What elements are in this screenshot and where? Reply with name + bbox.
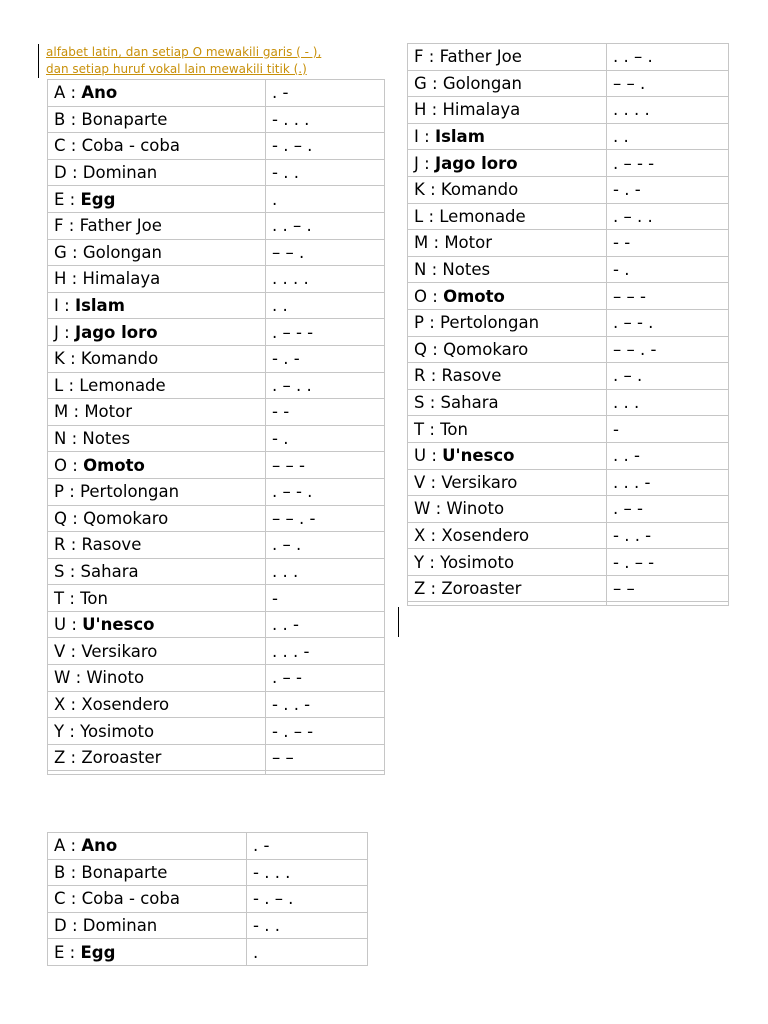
letter: Y <box>414 552 425 572</box>
table-row <box>408 97 729 124</box>
letter: K <box>414 180 425 200</box>
letter: K <box>54 349 65 369</box>
letter: D <box>54 916 67 936</box>
morse-code-cell: - <box>607 416 729 443</box>
mnemonic-word: Himalaya <box>82 269 161 289</box>
mnemonic-word: Motor <box>84 402 132 422</box>
letter-word-cell: L : Lemonade <box>48 372 266 399</box>
letter-word-cell: N : Notes <box>408 256 607 283</box>
morse-code-cell: . – - . <box>607 309 729 336</box>
table-row-empty <box>48 771 385 775</box>
table-row <box>408 549 729 576</box>
table-row <box>48 744 385 771</box>
letter-word-cell: Y : Yosimoto <box>48 718 266 745</box>
morse-table-left <box>47 79 385 775</box>
mnemonic-word: Komando <box>440 180 519 200</box>
table-row <box>48 399 385 426</box>
morse-code-cell: - . . <box>247 912 368 939</box>
mnemonic-word: Komando <box>80 349 159 369</box>
letter: O <box>414 286 427 306</box>
table-row-empty <box>408 602 729 606</box>
morse-code-cell: - - <box>266 399 385 426</box>
letter-word-cell: B : Bonaparte <box>48 106 266 133</box>
table-row <box>48 425 385 452</box>
mnemonic-word: Sahara <box>80 561 139 581</box>
table-row <box>48 159 385 186</box>
letter: G <box>54 242 67 262</box>
letter: Y <box>54 721 65 741</box>
letter-word-cell: Q : Qomokaro <box>48 505 266 532</box>
morse-code-cell: - . . . <box>247 859 368 886</box>
table-row <box>48 452 385 479</box>
letter: I <box>54 296 59 316</box>
morse-table-right-body <box>408 44 729 606</box>
letter: V <box>414 472 426 492</box>
table-row <box>48 912 368 939</box>
empty-cell <box>408 602 607 606</box>
letter: Z <box>414 579 426 599</box>
table-row <box>48 239 385 266</box>
table-row <box>48 638 385 665</box>
morse-code-cell: . - <box>266 80 385 107</box>
table-row <box>48 106 385 133</box>
mnemonic-word: Bonaparte <box>81 109 168 129</box>
mnemonic-word: Bonaparte <box>81 862 168 882</box>
letter: Z <box>54 748 66 768</box>
letter: X <box>54 694 66 714</box>
mnemonic-word: Pertolongan <box>80 482 180 502</box>
morse-code-cell: – – . <box>266 239 385 266</box>
letter-word-cell: H : Himalaya <box>48 266 266 293</box>
mnemonic-word: Winoto <box>86 668 145 688</box>
letter: F <box>414 47 424 67</box>
letter-word-cell: F : Father Joe <box>48 212 266 239</box>
morse-code-cell: . . . <box>607 389 729 416</box>
table-row <box>48 133 385 160</box>
letter-word-cell: M : Motor <box>408 230 607 257</box>
table-row <box>408 442 729 469</box>
letter: F <box>54 216 64 236</box>
morse-code-cell: . – . <box>607 363 729 390</box>
letter: H <box>414 100 427 120</box>
morse-code-cell: . – - - <box>266 319 385 346</box>
header-note-line-1: alfabet latin, dan setiap O mewakili garis ( - ), <box>46 45 322 59</box>
morse-code-cell: . . – . <box>607 44 729 71</box>
table-row <box>408 575 729 602</box>
letter: W <box>54 668 71 688</box>
table-row <box>408 522 729 549</box>
table-row <box>48 939 368 966</box>
letter: B <box>54 109 66 129</box>
letter: T <box>54 588 65 608</box>
table-row <box>408 44 729 71</box>
morse-code-cell: - . – - <box>607 549 729 576</box>
letter-word-cell: D : Dominan <box>48 159 266 186</box>
mnemonic-word: Father Joe <box>439 47 522 67</box>
letter-word-cell: Y : Yosimoto <box>408 549 607 576</box>
table-row <box>408 150 729 177</box>
morse-code-cell: - . - <box>607 176 729 203</box>
table-row <box>408 416 729 443</box>
letter: J <box>54 322 59 342</box>
letter: S <box>414 393 425 413</box>
morse-code-cell: – – - <box>607 283 729 310</box>
morse-code-cell: . . - <box>607 442 729 469</box>
letter-word-cell: R : Rasove <box>408 363 607 390</box>
morse-code-cell: . . <box>266 292 385 319</box>
table-row <box>48 886 368 913</box>
letter: M <box>54 402 69 422</box>
mnemonic-word-bold: Omoto <box>443 286 505 306</box>
letter: A <box>54 83 66 103</box>
letter: B <box>54 862 66 882</box>
morse-code-cell: . – . . <box>266 372 385 399</box>
mnemonic-word: Golongan <box>82 242 162 262</box>
mnemonic-word: Motor <box>444 233 492 253</box>
letter-word-cell: J : Jago loro <box>48 319 266 346</box>
morse-code-cell: . . – . <box>266 212 385 239</box>
morse-code-cell: - . – . <box>247 886 368 913</box>
table-row <box>408 203 729 230</box>
letter: N <box>414 260 427 280</box>
letter-word-cell: Q : Qomokaro <box>408 336 607 363</box>
mnemonic-word-bold: Ano <box>81 83 118 103</box>
table-row <box>48 859 368 886</box>
table-row <box>408 283 729 310</box>
header-note <box>46 44 376 78</box>
letter-word-cell: F : Father Joe <box>408 44 607 71</box>
table-row <box>48 212 385 239</box>
morse-code-cell: - . <box>266 425 385 452</box>
mnemonic-word: Himalaya <box>442 100 521 120</box>
table-row <box>48 532 385 559</box>
mnemonic-word-bold: Omoto <box>83 455 145 475</box>
letter: H <box>54 269 67 289</box>
mnemonic-word: Dominan <box>82 916 158 936</box>
morse-code-cell: – – <box>607 575 729 602</box>
table-row <box>408 123 729 150</box>
table-row <box>48 833 368 860</box>
letter-word-cell: O : Omoto <box>48 452 266 479</box>
table-row <box>408 309 729 336</box>
mnemonic-word: Yosimoto <box>440 552 515 572</box>
letter: P <box>414 313 424 333</box>
mnemonic-word-bold: Egg <box>80 942 116 962</box>
morse-code-cell: – – . <box>607 70 729 97</box>
mnemonic-word: Pertolongan <box>440 313 540 333</box>
letter-word-cell: I : Islam <box>48 292 266 319</box>
letter-word-cell: N : Notes <box>48 425 266 452</box>
letter-word-cell: A : Ano <box>48 80 266 107</box>
mnemonic-word: Rasove <box>441 366 502 386</box>
letter-word-cell: X : Xosendero <box>408 522 607 549</box>
text-cursor-left <box>38 44 39 78</box>
letter: G <box>414 73 427 93</box>
mnemonic-word: Coba - coba <box>81 136 180 156</box>
morse-code-cell: . – - <box>607 496 729 523</box>
letter: L <box>414 206 424 226</box>
mnemonic-word: Versikaro <box>81 641 158 661</box>
table-row <box>408 389 729 416</box>
morse-code-cell: . – - <box>266 665 385 692</box>
morse-code-cell: - . . <box>266 159 385 186</box>
letter: Q <box>414 339 427 359</box>
morse-code-cell: . – . <box>266 532 385 559</box>
mnemonic-word: Ton <box>440 419 468 439</box>
morse-table-left-body <box>48 80 385 775</box>
mnemonic-word-bold: Egg <box>80 189 116 209</box>
morse-code-cell: . . - <box>266 611 385 638</box>
mnemonic-word: Xosendero <box>81 694 170 714</box>
table-row <box>48 665 385 692</box>
letter: M <box>414 233 429 253</box>
mnemonic-word: Yosimoto <box>80 721 155 741</box>
letter-word-cell: J : Jago loro <box>408 150 607 177</box>
mnemonic-word: Zoroaster <box>441 579 522 599</box>
morse-table-bottom-body <box>48 833 368 966</box>
table-row <box>408 256 729 283</box>
letter: C <box>54 136 66 156</box>
morse-table-bottom <box>47 832 368 966</box>
table-row <box>408 469 729 496</box>
table-row <box>48 611 385 638</box>
empty-cell <box>607 602 729 606</box>
morse-code-cell: . - <box>247 833 368 860</box>
letter-word-cell: S : Sahara <box>48 558 266 585</box>
mnemonic-word: Sahara <box>440 393 499 413</box>
morse-code-cell: . <box>266 186 385 213</box>
morse-table-right <box>407 43 729 606</box>
mnemonic-word-bold: Jago loro <box>74 322 158 342</box>
table-row <box>408 363 729 390</box>
letter-word-cell: G : Golongan <box>48 239 266 266</box>
letter-word-cell: E : Egg <box>48 186 266 213</box>
mnemonic-word: Rasove <box>81 535 142 555</box>
table-row <box>48 585 385 612</box>
mnemonic-word: Winoto <box>446 499 505 519</box>
letter-word-cell: Z : Zoroaster <box>408 575 607 602</box>
letter-word-cell: G : Golongan <box>408 70 607 97</box>
mnemonic-word: Golongan <box>442 73 522 93</box>
letter-word-cell: C : Coba - coba <box>48 886 247 913</box>
letter-word-cell: V : Versikaro <box>48 638 266 665</box>
letter-word-cell: W : Winoto <box>408 496 607 523</box>
table-row <box>48 372 385 399</box>
mnemonic-word: Lemonade <box>439 206 526 226</box>
morse-code-cell: . . . . <box>607 97 729 124</box>
letter-word-cell: W : Winoto <box>48 665 266 692</box>
letter-word-cell: M : Motor <box>48 399 266 426</box>
morse-code-cell: . – - . <box>266 478 385 505</box>
letter-word-cell: Z : Zoroaster <box>48 744 266 771</box>
letter: D <box>54 163 67 183</box>
letter-word-cell: T : Ton <box>48 585 266 612</box>
letter-word-cell: U : U'nesco <box>408 442 607 469</box>
mnemonic-word: Father Joe <box>79 216 162 236</box>
table-row <box>48 505 385 532</box>
mnemonic-word: Lemonade <box>79 375 166 395</box>
morse-code-cell: – – . - <box>266 505 385 532</box>
table-row <box>48 558 385 585</box>
table-row <box>48 319 385 346</box>
table-row <box>48 80 385 107</box>
morse-code-cell: - . . - <box>607 522 729 549</box>
letter: U <box>54 615 67 635</box>
mnemonic-word: Qomokaro <box>83 508 169 528</box>
letter: E <box>54 189 65 209</box>
morse-code-cell: . – . . <box>607 203 729 230</box>
letter: V <box>54 641 66 661</box>
table-row <box>48 186 385 213</box>
letter-word-cell: L : Lemonade <box>408 203 607 230</box>
letter: A <box>54 836 66 856</box>
mnemonic-word-bold: U'nesco <box>82 615 155 635</box>
letter: W <box>414 499 431 519</box>
letter-word-cell: X : Xosendero <box>48 691 266 718</box>
morse-code-cell: - . – - <box>266 718 385 745</box>
letter-word-cell: B : Bonaparte <box>48 859 247 886</box>
letter: R <box>414 366 426 386</box>
letter-word-cell: R : Rasove <box>48 532 266 559</box>
letter-word-cell: E : Egg <box>48 939 247 966</box>
morse-code-cell: . <box>247 939 368 966</box>
letter: R <box>54 535 66 555</box>
letter-word-cell: O : Omoto <box>408 283 607 310</box>
table-row <box>408 230 729 257</box>
mnemonic-word: Coba - coba <box>81 889 180 909</box>
morse-code-cell: - . <box>607 256 729 283</box>
mnemonic-word-bold: U'nesco <box>442 446 515 466</box>
table-row <box>48 478 385 505</box>
mnemonic-word: Zoroaster <box>81 748 162 768</box>
morse-code-cell: . . . <box>266 558 385 585</box>
mnemonic-word: Versikaro <box>441 472 518 492</box>
header-note-line-2: dan setiap huruf vokal lain mewakili titik (.) <box>46 62 307 76</box>
mnemonic-word-bold: Ano <box>81 836 118 856</box>
letter-word-cell: A : Ano <box>48 833 247 860</box>
letter-word-cell: V : Versikaro <box>408 469 607 496</box>
letter-word-cell: K : Komando <box>48 345 266 372</box>
table-row <box>48 718 385 745</box>
letter: Q <box>54 508 67 528</box>
table-row <box>48 292 385 319</box>
letter: P <box>54 482 64 502</box>
morse-code-cell: . . <box>607 123 729 150</box>
morse-code-cell: - . - <box>266 345 385 372</box>
letter: O <box>54 455 67 475</box>
morse-code-cell: . . . . <box>266 266 385 293</box>
morse-code-cell: – – - <box>266 452 385 479</box>
morse-code-cell: . – - - <box>607 150 729 177</box>
morse-code-cell: - . . - <box>266 691 385 718</box>
morse-code-cell: . . . - <box>607 469 729 496</box>
morse-code-cell: - . – . <box>266 133 385 160</box>
mnemonic-word-bold: Islam <box>434 127 485 147</box>
letter-word-cell: U : U'nesco <box>48 611 266 638</box>
mnemonic-word: Ton <box>80 588 108 608</box>
letter: X <box>414 525 426 545</box>
empty-cell <box>266 771 385 775</box>
letter-word-cell: D : Dominan <box>48 912 247 939</box>
letter: L <box>54 375 64 395</box>
letter: I <box>414 127 419 147</box>
letter-word-cell: P : Pertolongan <box>48 478 266 505</box>
letter: N <box>54 429 67 449</box>
letter: S <box>54 561 65 581</box>
morse-code-cell: - <box>266 585 385 612</box>
mnemonic-word-bold: Jago loro <box>434 153 518 173</box>
text-cursor-right <box>398 607 399 637</box>
mnemonic-word-bold: Islam <box>74 296 125 316</box>
mnemonic-word: Notes <box>442 260 491 280</box>
morse-code-cell: – – . - <box>607 336 729 363</box>
letter-word-cell: T : Ton <box>408 416 607 443</box>
letter-word-cell: K : Komando <box>408 176 607 203</box>
table-row <box>408 336 729 363</box>
letter-word-cell: C : Coba - coba <box>48 133 266 160</box>
mnemonic-word: Notes <box>82 429 131 449</box>
empty-cell <box>48 771 266 775</box>
letter: J <box>414 153 419 173</box>
mnemonic-word: Xosendero <box>441 525 530 545</box>
mnemonic-word: Dominan <box>82 163 158 183</box>
morse-code-cell: – – <box>266 744 385 771</box>
letter: U <box>414 446 427 466</box>
morse-code-cell: - . . . <box>266 106 385 133</box>
table-row <box>48 345 385 372</box>
letter: C <box>54 889 66 909</box>
letter-word-cell: H : Himalaya <box>408 97 607 124</box>
table-row <box>48 691 385 718</box>
table-row <box>408 176 729 203</box>
morse-code-cell: - - <box>607 230 729 257</box>
letter: T <box>414 419 425 439</box>
table-row <box>408 70 729 97</box>
table-row <box>48 266 385 293</box>
morse-code-cell: . . . - <box>266 638 385 665</box>
letter-word-cell: S : Sahara <box>408 389 607 416</box>
letter: E <box>54 942 65 962</box>
letter-word-cell: I : Islam <box>408 123 607 150</box>
table-row <box>408 496 729 523</box>
letter-word-cell: P : Pertolongan <box>408 309 607 336</box>
mnemonic-word: Qomokaro <box>443 339 529 359</box>
